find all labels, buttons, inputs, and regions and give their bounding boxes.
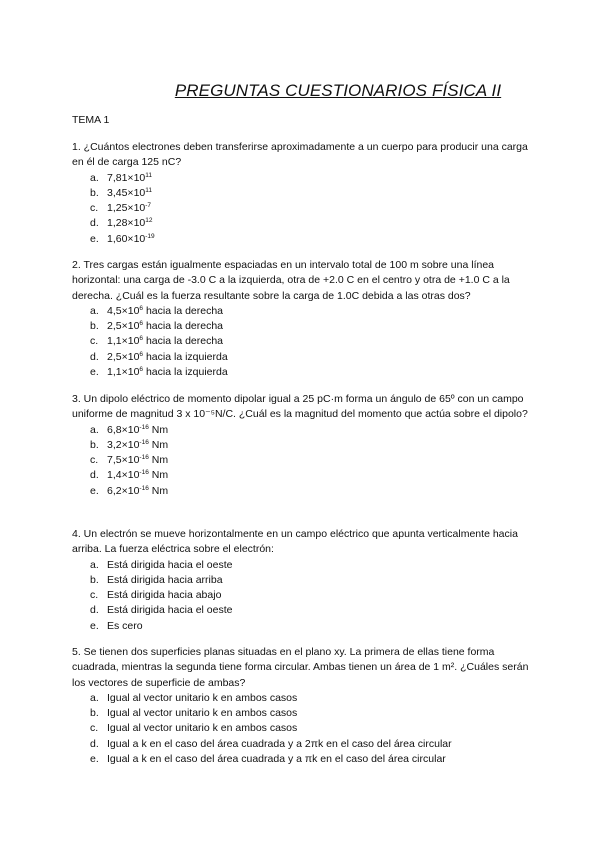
options-list [72, 304, 534, 380]
option-item: b. Está dirigida hacia arriba [90, 573, 223, 586]
option-item: e. $1,1\times 10^6$ hacia la izquierda [90, 366, 228, 379]
option-item: e. Es cero [90, 619, 143, 632]
option-item: c. $1,1\times 10^6$ hacia la derecha [90, 335, 224, 348]
document-title: PREGUNTAS CUESTIONARIOS FÍSICA II [174, 81, 502, 100]
option-item: b. $3,45\times 10^{11}$ [90, 186, 152, 199]
option-item: b. $3,2\times 10^{-16}$ Nm [90, 438, 169, 451]
question-text: 1. ¿Cuántos electrones deben transferirse aproximadamente a un cuerpo para producir una carga en él de carga 125 nC? [72, 141, 528, 169]
options-list [72, 171, 534, 247]
option-item: e. $1,60\times 10^{-19}$ [90, 232, 155, 245]
option-item: d. $1,4\times 10^{-16}$ Nm [90, 469, 169, 482]
option-item: d. $2,5\times 10^6$ hacia la izquierda [90, 350, 228, 363]
section-heading: TEMA 1 [72, 114, 110, 126]
option-item: a. $6,8\times 10^{-16}$ Nm [90, 423, 169, 436]
options-list [72, 423, 534, 499]
question-text: 2. Tres cargas están igualmente espaciadas en un intervalo total de 100 m sobre una línea horizontal: una carga de -3.0 C a la izquierda, otra de +2.0 C en el centro y otra de +1.0 C a la derecha. ¿Cuál es la fuerza resultante sobre la carga de 1.0C debida a las otras dos? [72, 259, 510, 302]
option-item: c. $7,5\times 10^{-16}$ Nm [90, 454, 169, 467]
question-4 [72, 527, 534, 634]
option-item: a. Igual al vector unitario k en ambos casos [90, 691, 298, 704]
option-item: d. Igual a k en el caso del área cuadrada y a 2πk en el caso del área circular [90, 737, 452, 750]
option-item: a. $4,5\times 10^6$ hacia la derecha [90, 304, 224, 317]
question-5 [72, 645, 534, 767]
question-text: 5. Se tienen dos superficies planas situadas en el plano xy. La primera de ellas tiene forma cuadrada, mientras la segunda tiene forma circular. Ambas tienen un área de 1 m². ¿Cuáles serán los vectores de superficie de ambas? [72, 646, 529, 689]
option-item: c. Igual al vector unitario k en ambos casos [90, 722, 298, 735]
question-3 [72, 392, 534, 499]
option-item: d. $1,28\times 10^{12}$ [90, 217, 153, 230]
question-2 [72, 258, 534, 380]
option-item: e. $6,2\times 10^{-16}$ Nm [90, 484, 169, 497]
option-item: a. Está dirigida hacia el oeste [90, 558, 233, 571]
option-item: d. Está dirigida hacia el oeste [90, 604, 233, 617]
question-1 [72, 140, 534, 247]
option-item: c. $1,25\times 10^{-7}$ [90, 202, 152, 215]
option-item: c. Está dirigida hacia abajo [90, 589, 222, 602]
options-list [72, 691, 534, 767]
option-item: a. $7,81\times 10^{11}$ [90, 171, 152, 184]
question-text: 3. Un dipolo eléctrico de momento dipolar igual a 25 pC·m forma un ángulo de 65º con un campo uniforme de magnitud 3 x 10⁻⁵N/C. ¿Cuál es la magnitud del momento que actúa sobre el dipolo? [72, 393, 528, 421]
option-item: b. Igual al vector unitario k en ambos casos [90, 707, 298, 720]
options-list [72, 558, 534, 634]
question-text: 4. Un electrón se mueve horizontalmente en un campo eléctrico que apunta verticalmente hacia arriba. La fuerza eléctrica sobre el electrón: [72, 528, 518, 556]
option-item: e. Igual a k en el caso del área cuadrada y a πk en el caso del área circular [90, 753, 446, 766]
option-item: b. $2,5\times 10^6$ hacia la derecha [90, 320, 224, 333]
